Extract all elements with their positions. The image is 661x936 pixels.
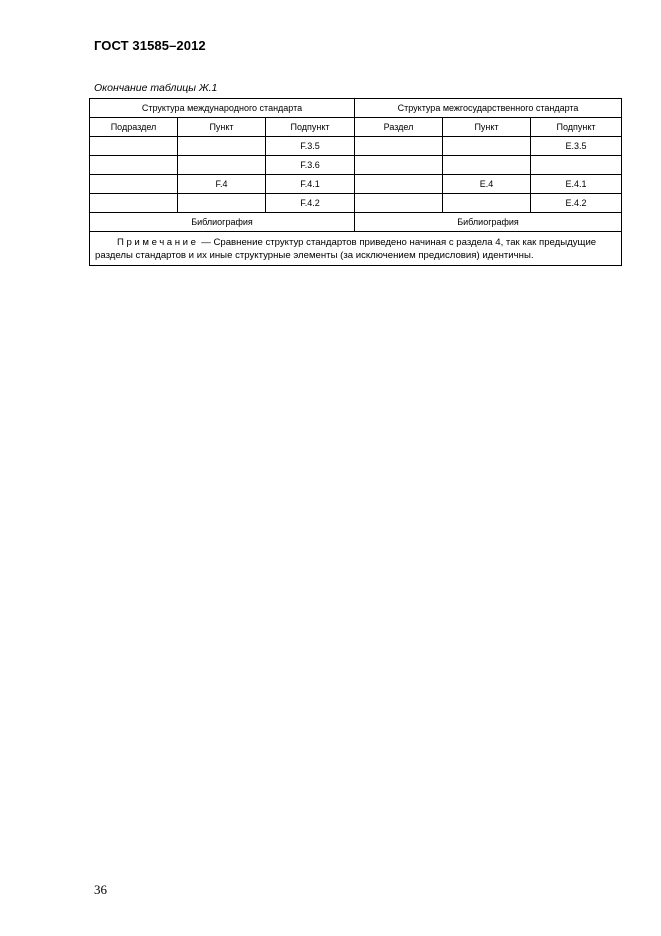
interstate-structure-header: Структура межгосударственного стандарта <box>355 99 622 118</box>
table-cell <box>178 156 266 175</box>
bibliography-row <box>90 213 622 232</box>
column-header: Раздел <box>355 118 443 137</box>
group-header-row <box>90 99 622 118</box>
table-cell <box>90 156 178 175</box>
table-cell: F.3.5 <box>266 137 355 156</box>
table-cell <box>355 156 443 175</box>
table-cell: E.4.2 <box>531 194 622 213</box>
column-header-row <box>90 118 622 137</box>
column-header: Подпункт <box>531 118 622 137</box>
table-cell <box>90 194 178 213</box>
table-cell <box>443 156 531 175</box>
table-cell <box>355 137 443 156</box>
interstate-bibliography-cell: Библиография <box>355 213 622 232</box>
page-number: 36 <box>94 882 107 897</box>
table-cell: F.4.2 <box>266 194 355 213</box>
table-row <box>90 156 622 175</box>
document-code: ГОСТ 31585–2012 <box>94 38 206 53</box>
table-row <box>90 137 622 156</box>
international-structure-header: Структура международного стандарта <box>90 99 355 118</box>
international-bibliography-cell: Библиография <box>90 213 355 232</box>
table-cell <box>178 194 266 213</box>
column-header: Пункт <box>443 118 531 137</box>
column-header: Пункт <box>178 118 266 137</box>
table-cell: F.3.6 <box>266 156 355 175</box>
table-cell: E.3.5 <box>531 137 622 156</box>
table-row <box>90 175 622 194</box>
note-row <box>90 232 622 266</box>
table-cell: F.4.1 <box>266 175 355 194</box>
structure-comparison-table <box>89 98 622 266</box>
table-cell <box>90 137 178 156</box>
column-header: Подпункт <box>266 118 355 137</box>
table-cell <box>355 194 443 213</box>
table-cell <box>443 137 531 156</box>
table-cell <box>178 137 266 156</box>
column-header: Подраздел <box>90 118 178 137</box>
table-row <box>90 194 622 213</box>
note-label: Примечание <box>117 237 199 248</box>
table-cell <box>443 194 531 213</box>
table-cell: F.4 <box>178 175 266 194</box>
table-cell <box>531 156 622 175</box>
table-cell: E.4 <box>443 175 531 194</box>
table-note <box>90 232 622 266</box>
table-cell: E.4.1 <box>531 175 622 194</box>
table-cell <box>90 175 178 194</box>
note-text: — Сравнение структур стандартов приведено начиная с раздела 4, так как предыдущие разделы стандартов и их иные структурные элементы (за исключением предисловия) идентичны. <box>95 237 597 261</box>
table-caption: Окончание таблицы Ж.1 <box>94 82 218 94</box>
table-cell <box>355 175 443 194</box>
